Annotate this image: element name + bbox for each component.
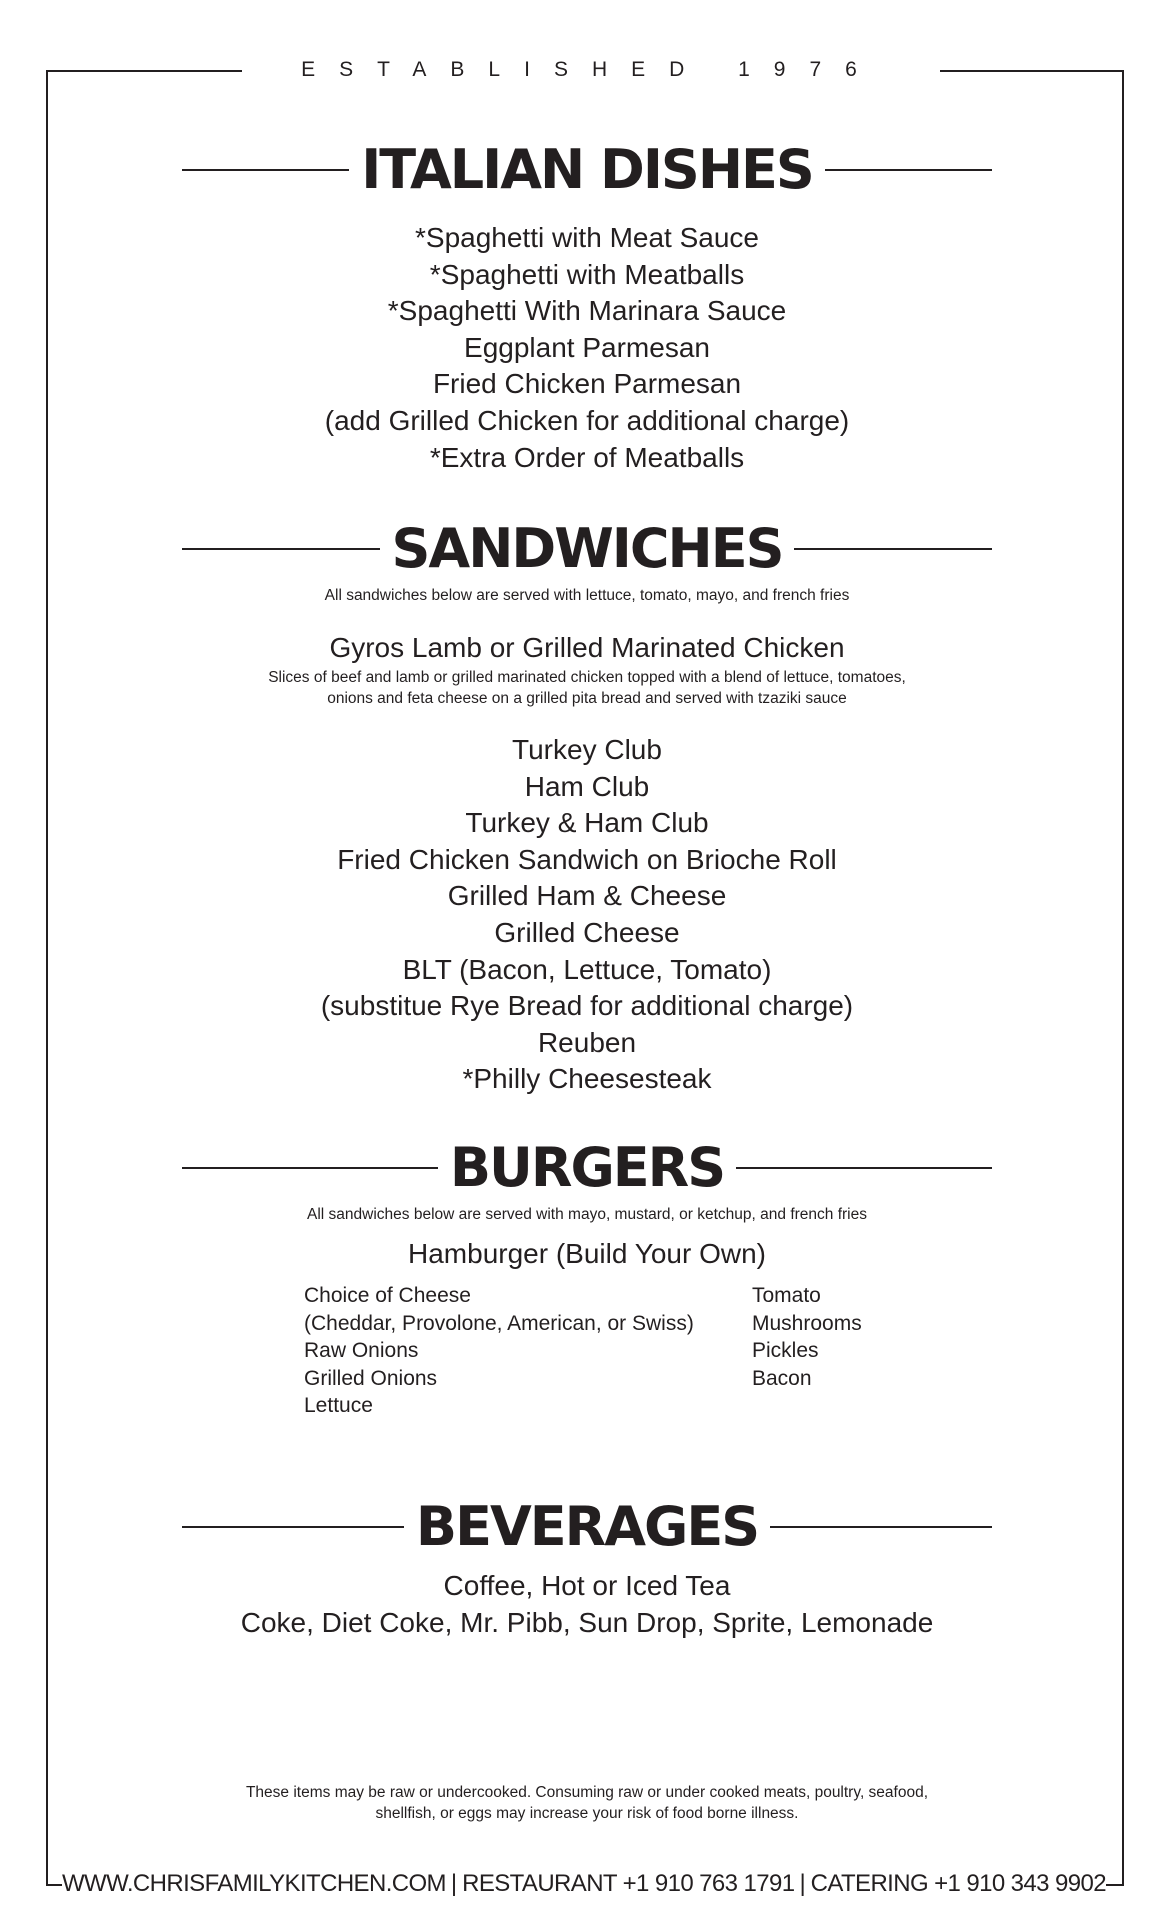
frame-border-right <box>1122 70 1124 1886</box>
menu-item-note: (add Grilled Chicken for additional charge) <box>324 404 850 436</box>
topping-item: (Cheddar, Provolone, American, or Swiss) <box>304 1311 694 1335</box>
header-rule-right <box>794 548 992 550</box>
menu-item: Fried Chicken Parmesan <box>432 368 742 400</box>
disclaimer-line: shellfish, or eggs may increase your risk of food borne illness. <box>375 1805 799 1822</box>
catering-phone-link[interactable]: CATERING +1 910 343 9902 <box>810 1870 1106 1897</box>
topping-item: Choice of Cheese <box>304 1284 471 1307</box>
header-rule-left <box>182 169 349 171</box>
menu-item: Turkey & Ham Club <box>465 807 709 839</box>
sandwiches-note: All sandwiches below are served with lettuce, tomato, mayo, and french fries <box>324 587 850 604</box>
menu-item: Grilled Ham & Cheese <box>447 880 727 912</box>
sandwiches-header <box>182 517 992 581</box>
burgers-note: All sandwiches below are served with mayo, mustard, or ketchup, and french fries <box>307 1206 867 1223</box>
topping-item: Tomato <box>752 1284 821 1307</box>
topping-item: Grilled Onions <box>304 1366 438 1390</box>
italian-dishes-title: ITALIAN DISHES <box>361 138 813 201</box>
menu-item: Grilled Cheese <box>494 916 680 948</box>
menu-item: *Extra Order of Meatballs <box>429 441 745 473</box>
frame-border-top-left <box>46 70 242 72</box>
footer-separator: | <box>450 1870 458 1897</box>
frame-border-left <box>46 70 48 1886</box>
featured-item-name: Gyros Lamb or Grilled Marinated Chicken <box>329 632 845 663</box>
topping-item: Pickles <box>752 1339 819 1362</box>
featured-item-description: Slices of beef and lamb or grilled marinated chicken topped with a blend of lettuce, tomatoes, <box>268 668 906 686</box>
topping-item: Lettuce <box>304 1394 373 1417</box>
toppings-left-column <box>304 1282 694 1420</box>
featured-item-description: onions and feta cheese on a grilled pita bread and served with tzaziki sauce <box>327 690 847 708</box>
menu-item: Coke, Diet Coke, Mr. Pibb, Sun Drop, Sprite, Lemonade <box>240 1606 934 1638</box>
restaurant-phone-link[interactable]: RESTAURANT +1 910 763 1791 <box>462 1870 795 1897</box>
topping-item: Raw Onions <box>304 1339 419 1362</box>
header-rule-right <box>825 169 992 171</box>
header-rule-left <box>182 548 380 550</box>
menu-item: Turkey Club <box>512 734 662 765</box>
featured-sandwich <box>160 630 1014 710</box>
beverages-header <box>182 1495 992 1559</box>
food-safety-disclaimer <box>180 1782 994 1824</box>
burgers-header <box>182 1136 992 1200</box>
menu-item: *Philly Cheesesteak <box>462 1063 712 1095</box>
italian-dishes-header <box>182 138 992 202</box>
footer-separator: | <box>799 1870 806 1897</box>
beverages-list <box>160 1568 1014 1641</box>
footer-contact-bar <box>62 1866 1106 1902</box>
website-link[interactable]: WWW.CHRISFAMILYKITCHEN.COM <box>62 1870 446 1897</box>
frame-border-bottom-right <box>1106 1884 1124 1886</box>
menu-item: Fried Chicken Sandwich on Brioche Roll <box>337 843 837 875</box>
burgers-title: BURGERS <box>449 1136 725 1199</box>
topping-item: Mushrooms <box>752 1311 862 1335</box>
italian-dishes-list <box>160 220 1014 476</box>
menu-item: Ham Club <box>524 770 650 802</box>
header-rule-left <box>182 1167 438 1169</box>
topping-item: Bacon <box>752 1366 812 1390</box>
menu-item: Eggplant Parmesan <box>464 331 710 363</box>
menu-item: BLT (Bacon, Lettuce, Tomato) <box>402 953 772 985</box>
menu-item: *Spaghetti With Marinara Sauce <box>387 295 787 327</box>
sandwiches-title: SANDWICHES <box>391 517 783 580</box>
frame-border-top-right <box>940 70 1124 72</box>
toppings-right-column <box>752 1282 862 1392</box>
sandwiches-list <box>160 732 1014 1098</box>
menu-item: Reuben <box>537 1026 637 1058</box>
established-tagline: ESTABLISHED 1976 <box>301 58 881 81</box>
menu-item: *Spaghetti with Meat Sauce <box>415 222 759 253</box>
hamburger-item: Hamburger (Build Your Own) <box>408 1238 766 1269</box>
menu-item: Coffee, Hot or Iced Tea <box>443 1570 731 1601</box>
header-rule-left <box>182 1526 404 1528</box>
beverages-title: BEVERAGES <box>415 1495 759 1558</box>
frame-border-bottom-left <box>46 1884 62 1886</box>
disclaimer-line: These items may be raw or undercooked. Consuming raw or under cooked meats, poultry, seafood, <box>245 1784 929 1801</box>
header-rule-right <box>770 1526 992 1528</box>
header-rule-right <box>736 1167 992 1169</box>
menu-item: *Spaghetti with Meatballs <box>429 258 745 290</box>
menu-item-note: (substitue Rye Bread for additional charge) <box>320 990 854 1022</box>
